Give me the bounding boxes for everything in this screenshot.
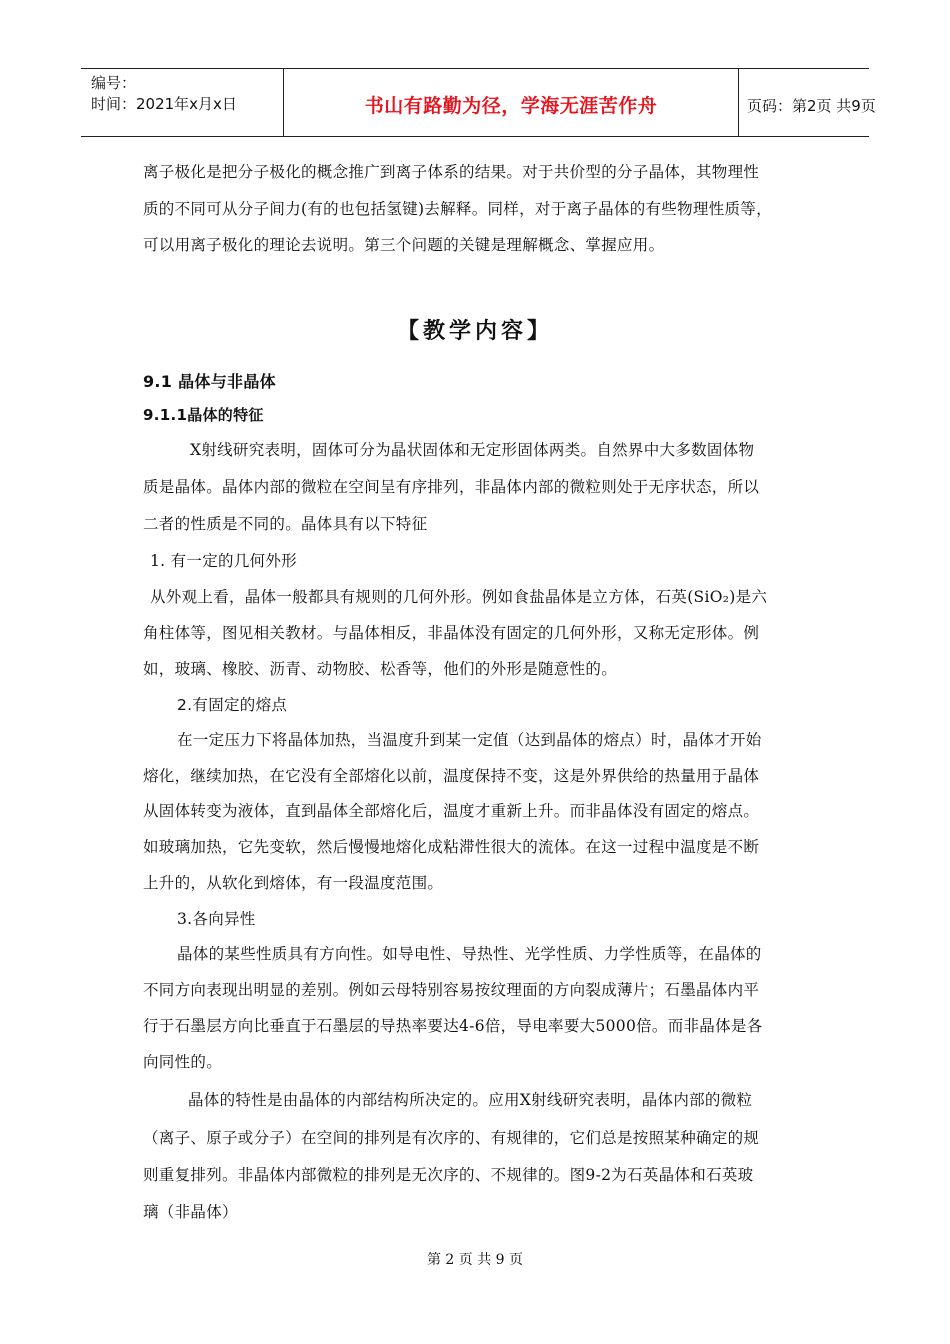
paragraph-line: 从外观上看，晶体一般都具有规则的几何外形。例如食盐晶体是立方体，石英(SiO₂)是六 (150, 588, 768, 606)
paragraph-line: （离子、原子或分子）在空间的排列是有次序的、有规律的，它们总是按照某种确定的规 (143, 1129, 760, 1147)
page-header (81, 68, 876, 137)
header-meta-cell (81, 69, 283, 136)
paragraph-line: 从固体转变为液体，直到晶体全部熔化后，温度才重新上升。而非晶体没有固定的熔点。 (143, 802, 760, 820)
intro-line: 质的不同可从分子间力(有的也包括氢键)去解释。同样，对于离子晶体的有些物理性质等， (143, 200, 772, 218)
paragraph-line: 质是晶体。晶体内部的微粒在空间呈有序排列，非晶体内部的微粒则处于无序状态，所以 (143, 478, 760, 496)
date-label: 时间：2021年x月x日 (91, 95, 237, 113)
paragraph-line: 向同性的。 (143, 1053, 223, 1071)
item-title: 3.各向异性 (177, 910, 256, 928)
paragraph-line: 在一定压力下将晶体加热，当温度升到某一定值（达到晶体的熔点）时，晶体才开始 (177, 731, 762, 749)
page-footer: 第 2 页 共 9 页 (426, 1252, 524, 1268)
paragraph-line: 角柱体等，图见相关教材。与晶体相反，非晶体没有固定的几何外形，又称无定形体。例 (143, 624, 760, 642)
paragraph-line: 上升的，从软化到熔体，有一段温度范围。 (143, 874, 444, 892)
paragraph-line: 如玻璃加热，它先变软，然后慢慢地熔化成粘滞性很大的流体。在这一过程中温度是不断 (143, 838, 760, 856)
paragraph-line: 二者的性质是不同的。晶体具有以下特征 (143, 515, 428, 533)
heading-9-1-1: 9.1.1晶体的特征 (143, 406, 264, 424)
paragraph-line: 则重复排列。非晶体内部微粒的排列是无次序的、不规律的。图9-2为石英晶体和石英玻 (143, 1166, 754, 1184)
paragraph-line: 璃（非晶体） (143, 1203, 238, 1221)
heading-9-1: 9.1 晶体与非晶体 (143, 372, 276, 391)
intro-line: 离子极化是把分子极化的概念推广到离子体系的结果。对于共价型的分子晶体，其物理性 (143, 163, 760, 181)
paragraph-line: 行于石墨层方向比垂直于石墨层的导热率要达4-6倍，导电率要大5000倍。而非晶体是各 (143, 1017, 763, 1035)
section-title: 【教学内容】 (396, 318, 553, 344)
paragraph-line: 晶体的特性是由晶体的内部结构所决定的。应用X射线研究表明，晶体内部的微粒 (188, 1091, 753, 1109)
page-number: 页码：第2页 共9页 (747, 97, 876, 115)
paragraph-line: 熔化，继续加热，在它没有全部熔化以前，温度保持不变，这是外界供给的热量用于晶体 (143, 767, 760, 785)
paragraph-line: 如，玻璃、橡胶、沥青、动物胶、松香等，他们的外形是随意性的。 (143, 660, 618, 678)
paragraph-line: X射线研究表明，固体可分为晶状固体和无定形固体两类。自然界中大多数固体物 (190, 441, 755, 459)
paragraph-line: 晶体的某些性质具有方向性。如导电性、导热性、光学性质、力学性质等，在晶体的 (177, 945, 762, 963)
header-motto-cell (283, 69, 739, 136)
paragraph-line: 不同方向表现出明显的差别。例如云母特别容易按纹理面的方向裂成薄片；石墨晶体内平 (143, 981, 760, 999)
intro-line: 可以用离子极化的理论去说明。第三个问题的关键是理解概念、掌握应用。 (143, 236, 665, 254)
header-page-cell (739, 69, 876, 136)
item-title: 2.有固定的熔点 (177, 696, 288, 714)
motto: 书山有路勤为径，学海无涯苦作舟 (364, 95, 658, 117)
serial-label: 编号： (91, 74, 137, 92)
item-title: 1. 有一定的几何外形 (150, 552, 298, 570)
